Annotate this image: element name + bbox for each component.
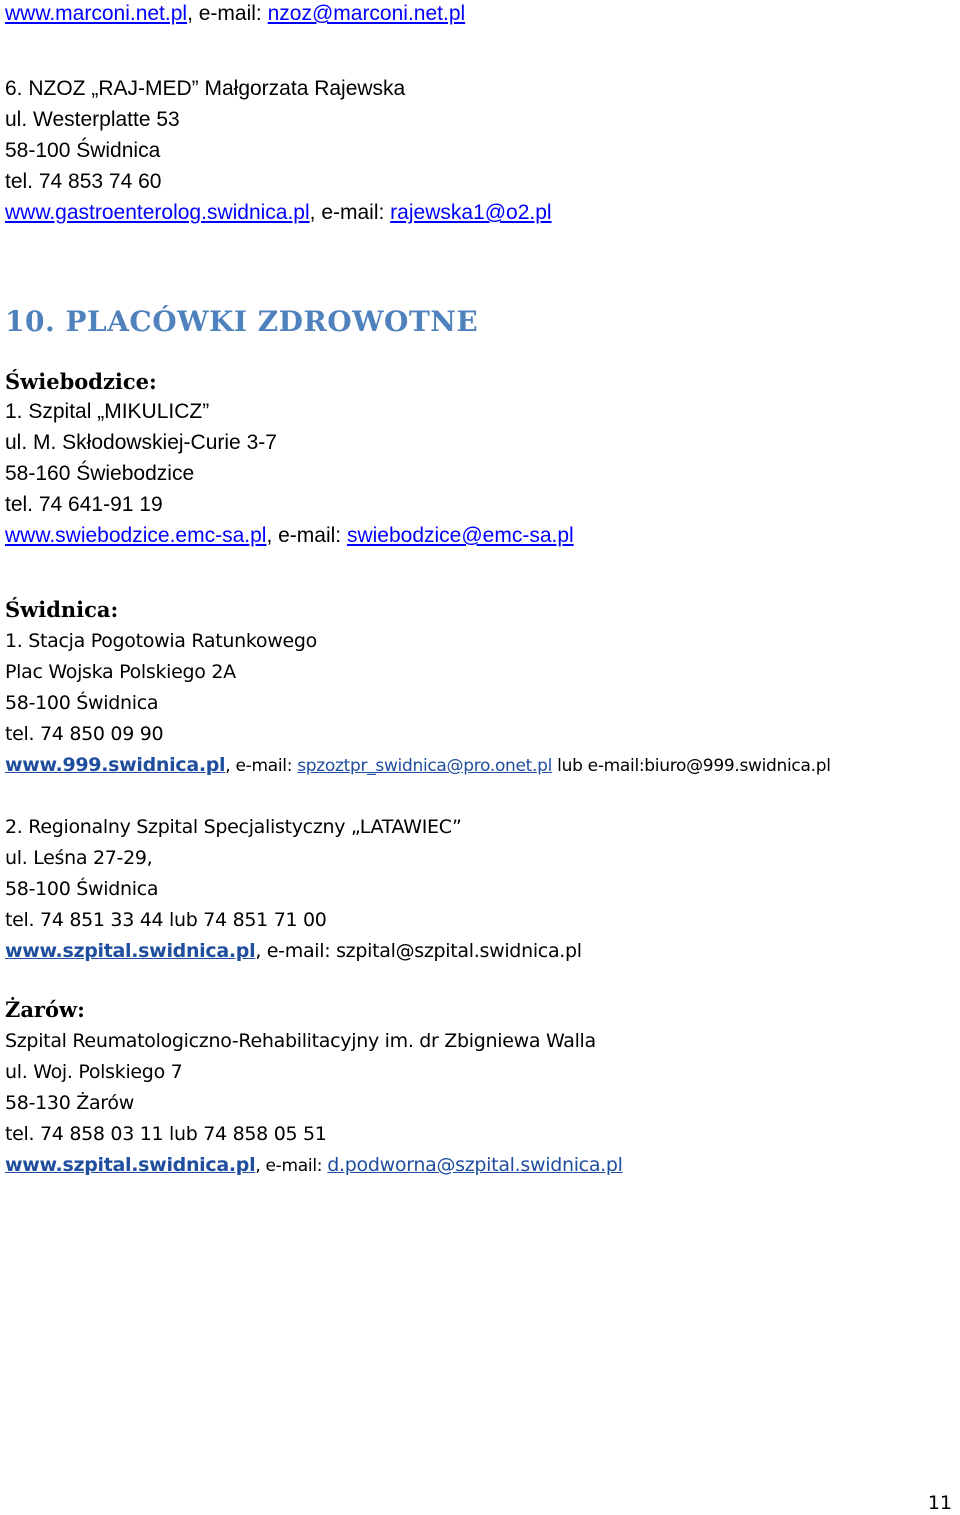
raj-med-email-label: , e-mail: <box>309 201 391 224</box>
latawiec-name: 2. Regionalny Szpital Specjalistyczny „LATAWIEC” <box>5 816 462 838</box>
raj-med-city: 58-100 Świdnica <box>5 139 161 162</box>
zarow-heading: Żarów: <box>5 997 85 1022</box>
mikulicz-name: 1. Szpital „MIKULICZ” <box>5 400 210 423</box>
walla-city: 58-130 Żarów <box>5 1092 134 1114</box>
walla-street: ul. Woj. Polskiego 7 <box>5 1061 183 1083</box>
walla-website-link[interactable]: www.szpital.swidnica.pl <box>5 1154 256 1176</box>
mikulicz-street: ul. M. Skłodowskiej-Curie 3-7 <box>5 431 277 454</box>
pogotowie-alt-email: lub e-mail:biuro@999.swidnica.pl <box>552 756 831 776</box>
mikulicz-phone: tel. 74 641-91 19 <box>5 493 163 516</box>
raj-med-name: 6. NZOZ „RAJ-MED” Małgorzata Rajewska <box>5 77 406 100</box>
pogotowie-email-link[interactable]: spzoztpr_swidnica@pro.onet.pl <box>297 756 553 776</box>
pogotowie-email-label: , e-mail: <box>225 756 298 776</box>
swiebodzice-heading: Świebodzice: <box>5 369 157 394</box>
latawiec-phone: tel. 74 851 33 44 lub 74 851 71 00 <box>5 909 327 931</box>
walla-contact-line <box>5 1152 623 1179</box>
pogotowie-street: Plac Wojska Polskiego 2A <box>5 661 236 683</box>
mikulicz-city: 58-160 Świebodzice <box>5 462 195 485</box>
swidnica-heading: Świdnica: <box>5 597 119 622</box>
latawiec-contact-line <box>5 938 582 964</box>
walla-name: Szpital Reumatologiczno-Rehabilitacyjny im. dr Zbigniewa Walla <box>5 1030 596 1052</box>
raj-med-street: ul. Westerplatte 53 <box>5 108 180 131</box>
walla-email-label: , e-mail: <box>255 1156 328 1176</box>
marconi-email-link[interactable]: nzoz@marconi.net.pl <box>267 2 466 25</box>
page-number: 11 <box>927 1492 952 1514</box>
mikulicz-website-link[interactable]: www.swiebodzice.emc-sa.pl <box>5 524 267 547</box>
mikulicz-email-label: , e-mail: <box>266 524 347 547</box>
top-contact-email-label: , e-mail: <box>187 2 268 25</box>
raj-med-website-link[interactable]: www.gastroenterolog.swidnica.pl <box>5 201 310 224</box>
top-contact-line <box>5 1 465 27</box>
walla-email-link[interactable]: d.podworna@szpital.swidnica.pl <box>327 1154 623 1176</box>
raj-med-contact-line <box>5 200 552 226</box>
pogotowie-city: 58-100 Świdnica <box>5 692 159 714</box>
latawiec-city: 58-100 Świdnica <box>5 878 159 900</box>
walla-phone: tel. 74 858 03 11 lub 74 858 05 51 <box>5 1123 327 1145</box>
mikulicz-contact-line <box>5 523 574 549</box>
pogotowie-name: 1. Stacja Pogotowia Ratunkowego <box>5 630 317 652</box>
mikulicz-email-link[interactable]: swiebodzice@emc-sa.pl <box>346 524 574 547</box>
pogotowie-phone: tel. 74 850 09 90 <box>5 723 164 745</box>
latawiec-street: ul. Leśna 27-29, <box>5 847 153 869</box>
latawiec-email-text: , e-mail: szpital@szpital.swidnica.pl <box>255 940 582 962</box>
raj-med-email-link[interactable]: rajewska1@o2.pl <box>390 201 552 224</box>
pogotowie-website-link[interactable]: www.999.swidnica.pl <box>5 754 226 776</box>
latawiec-website-link[interactable]: www.szpital.swidnica.pl <box>5 940 256 962</box>
pogotowie-contact-line <box>5 752 831 779</box>
section-title: 10. PLACÓWKI ZDROWOTNE <box>5 305 479 338</box>
marconi-website-link[interactable]: www.marconi.net.pl <box>5 2 188 25</box>
raj-med-phone: tel. 74 853 74 60 <box>5 170 162 193</box>
